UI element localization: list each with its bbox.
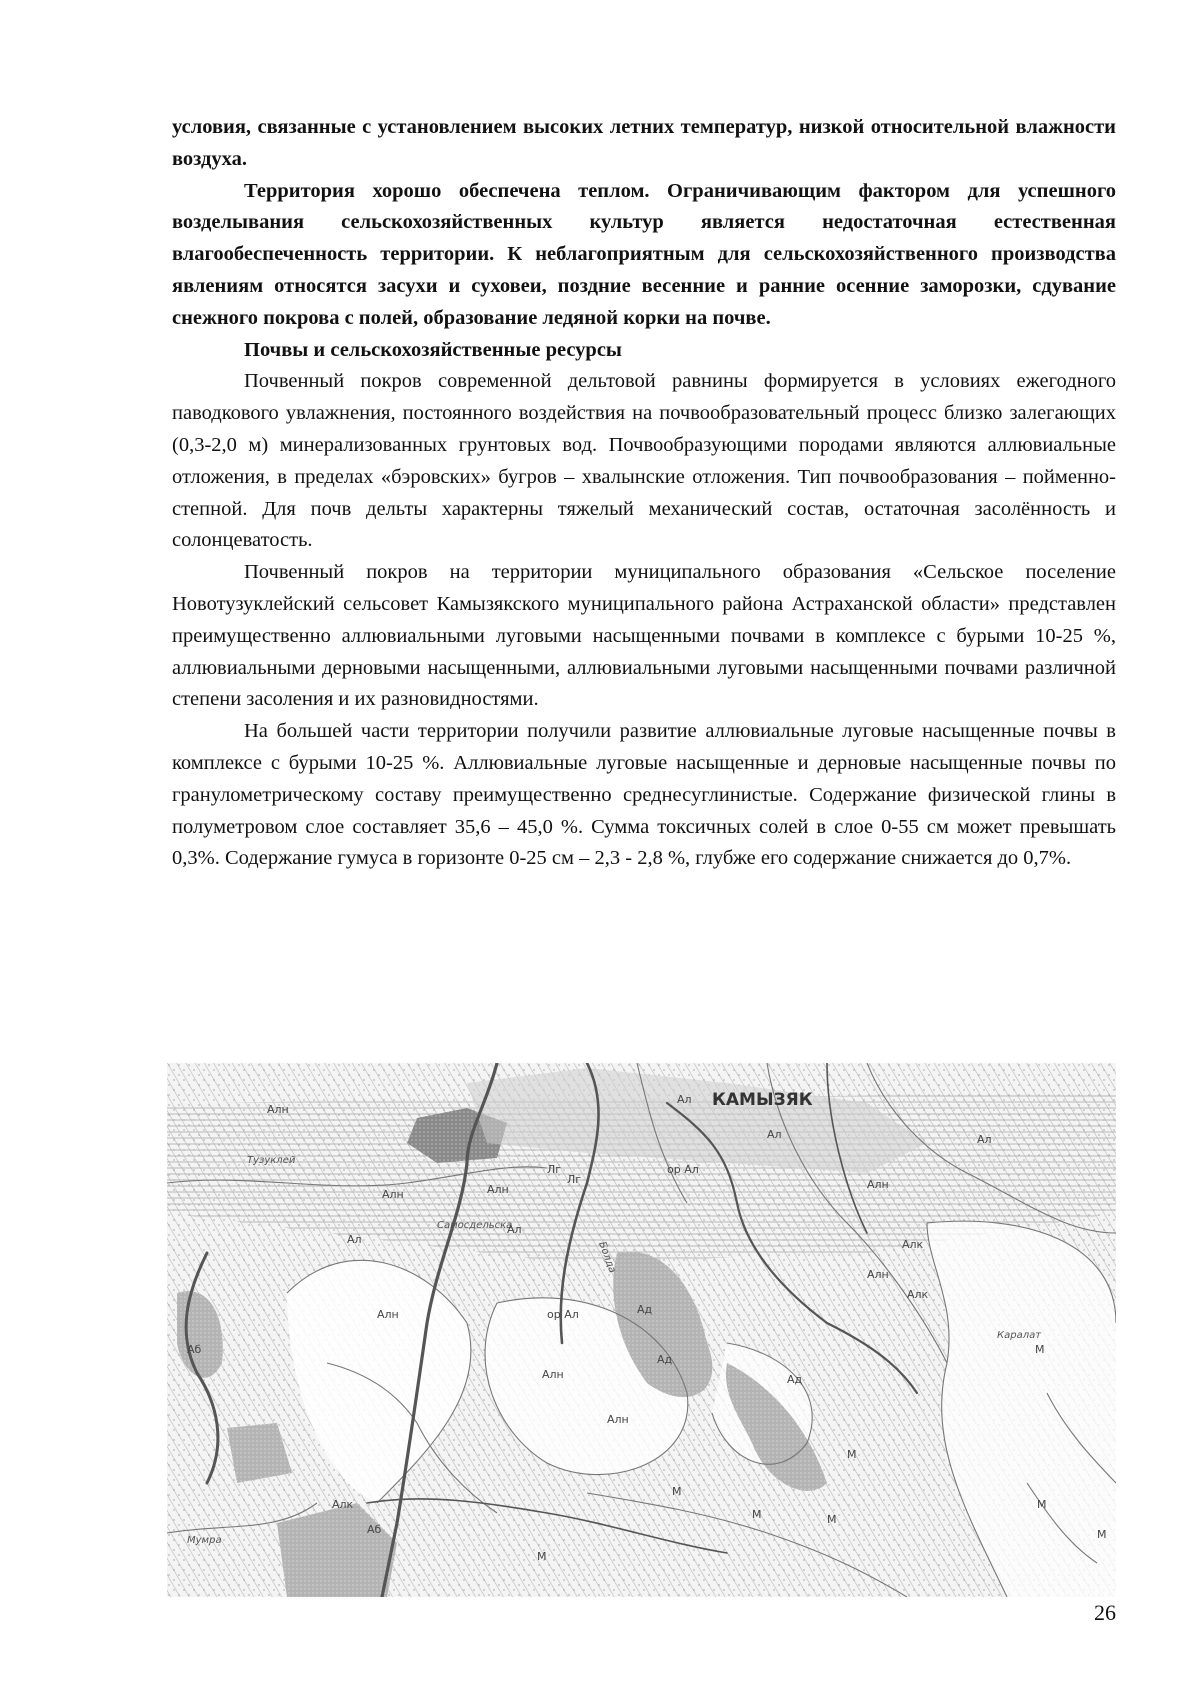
svg-text:М: М [827,1513,837,1526]
page-number: 26 [1094,1600,1116,1625]
svg-text:Алк: Алк [907,1288,929,1301]
map-label-place: Тузуклей [247,1155,296,1166]
map-label-river: Болда [596,1240,618,1275]
paragraph-1: условия, связанные с установлением высоких летних температур, низкой относительной влажности воздуха. [172,116,1116,170]
svg-text:Ал: Ал [767,1128,782,1141]
svg-text:Алн: Алн [867,1178,889,1191]
svg-text:Ад: Ад [787,1373,803,1386]
map-label-place: Мумра [187,1535,222,1546]
svg-text:Аб: Аб [187,1343,202,1356]
svg-text:Алн: Алн [382,1188,404,1201]
svg-text:Ал: Ал [507,1223,522,1236]
paragraph-5: На большей части территории получили развитие аллювиальные луговые насыщенные почвы в комплексе с бурыми 10-25 %. Аллювиальные луговые насыщенные и дерновые насыщенные почвы по гранулометрическому составу преимущественно среднесуглинистые. Содержание физической глины в полуметровом слое составляет 35,6 – 45,0 %. Сумма токсичных солей в слое 0-55 см может превышать 0,3%. Содержание гумуса в горизонте 0-25 см – 2,3 - 2,8 %, глубже его содержание снижается до 0,7%. [172,720,1116,870]
svg-text:М: М [847,1448,857,1461]
map-label-place: Самосдельска [437,1220,513,1231]
svg-text:Лг: Лг [547,1163,562,1176]
svg-text:М: М [752,1508,762,1521]
svg-text:М: М [672,1485,682,1498]
map-label-place: Каралат [997,1330,1042,1341]
svg-text:Ал: Ал [347,1233,362,1246]
paragraph-2: Территория хорошо обеспечена теплом. Ограничивающим фактором для успешного возделывания сельскохозяйственных культур является недостаточная естественная влагообеспеченность территории. К неблагоприятным для сельскохозяйственного производства явлениям относятся засухи и суховеи, поздние весенние и ранние осенние заморозки, сдувание снежного покрова с полей, образование ледяной корки на почве. [172,179,1116,329]
svg-text:Алн: Алн [607,1413,629,1426]
svg-text:Алн: Алн [377,1308,399,1321]
svg-text:Алн: Алн [867,1268,889,1281]
svg-text:Алк: Алк [902,1238,924,1251]
svg-text:Аб: Аб [367,1523,382,1536]
svg-text:Алк: Алк [332,1498,354,1511]
map-label-town: КАМЫЗЯК [712,1090,813,1110]
svg-text:Алн: Алн [487,1183,509,1196]
svg-text:Ад: Ад [657,1353,673,1366]
svg-text:М: М [1035,1343,1045,1356]
svg-text:Ал: Ал [677,1093,692,1106]
svg-text:Ад: Ад [637,1303,653,1316]
soil-map [167,1063,1116,1597]
svg-text:ор Ал: ор Ал [667,1163,699,1176]
paragraph-3: Почвенный покров современной дельтовой равнины формируется в условиях ежегодного паводкового увлажнения, постоянного воздействия на почвообразовательный процесс близко залегающих (0,3-2,0 м) минерализованных грунтовых вод. Почвообразующими породами являются аллювиальные отложения, в пределах «бэровских» бугров – хвалынские отложения. Тип почвообразования – пойменно-степной. Для почв дельты характерны тяжелый механический состав, остаточная засолённость и солонцеватость. [172,370,1116,552]
svg-text:ор Ал: ор Ал [547,1308,579,1321]
svg-text:М: М [1037,1498,1047,1511]
svg-text:Алн: Алн [542,1368,564,1381]
svg-text:М: М [1097,1528,1107,1541]
svg-text:Алн: Алн [267,1103,289,1116]
svg-text:Лг: Лг [567,1173,582,1186]
section-heading: Почвы и сельскохозяйственные ресурсы [244,338,622,361]
paragraph-4: Почвенный покров на территории муниципального образования «Сельское поселение Новотузуклейский сельсовет Камызякского муниципального района Астраханской области» представлен преимущественно аллювиальными луговыми насыщенными почвами в комплексе с бурыми 10-25 %, аллювиальными дерновыми насыщенными, аллювиальными луговыми насыщенными почвами различной степени засоления и их разновидностями. [172,561,1116,711]
svg-text:М: М [537,1550,547,1563]
body-text [172,112,1116,875]
svg-text:Ал: Ал [977,1133,992,1146]
